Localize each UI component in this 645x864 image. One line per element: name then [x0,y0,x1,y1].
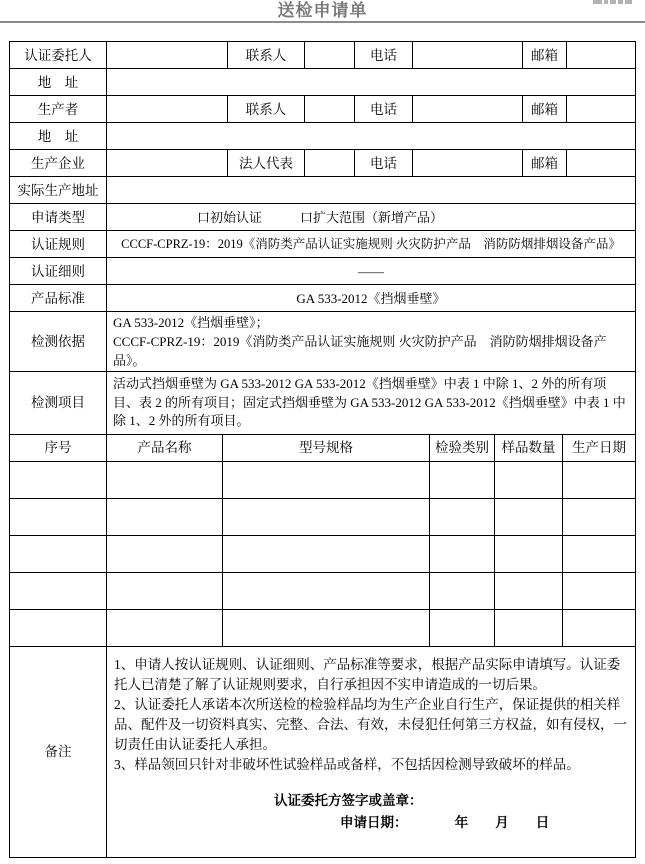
empty-cell[interactable] [430,461,495,498]
test-basis-line1: GA 533-2012《挡烟垂壁》； [113,315,269,330]
empty-cell[interactable] [107,461,223,498]
remark-item-2: 2、认证委托人承诺本次所送检的检验样品均为生产企业自行生产，保证提供的相关样品、配件及一切资料真实、完整、合法、有效，未侵犯任何第三方权益，如有侵权，一切责任由认证委托人承担。 [114,696,627,752]
applicant-row [10,42,636,69]
producer-label: 生产者 [10,96,107,123]
applicant-phone-value-cell[interactable] [413,42,523,69]
manufacturer-email-label: 邮箱 [523,150,567,177]
certification-rule-row [10,231,636,258]
empty-cell[interactable] [430,572,495,609]
empty-cell[interactable] [223,498,430,535]
applicant-address-row [10,69,636,96]
info-table [9,41,636,435]
empty-cell[interactable] [10,461,107,498]
empty-cell[interactable] [10,572,107,609]
empty-cell[interactable] [107,609,223,646]
expand-scope-checkbox-option[interactable]: 口扩大范围（新增产品） [300,209,444,225]
page-title: 送检申请单 [277,1,368,20]
certification-rule-value: CCCF-CPRZ-19：2019《消防类产品认证实施规则 火灾防护产品 消防防烟排烟设备产品》 [107,231,636,258]
empty-cell[interactable] [495,535,563,572]
empty-cell[interactable] [10,498,107,535]
actual-address-label: 实际生产地址 [10,177,107,204]
empty-cell[interactable] [563,609,636,646]
producer-contact-label: 联系人 [228,96,305,123]
producer-row [10,96,636,123]
empty-cell[interactable] [495,498,563,535]
title-underline [0,0,645,23]
empty-cell[interactable] [223,461,430,498]
empty-cell[interactable] [107,572,223,609]
test-basis-value [107,312,636,372]
col-header-inspection-type: 检验类别 [430,434,495,461]
remarks-table [9,646,636,858]
empty-cell[interactable] [430,535,495,572]
certification-detail-row [10,258,636,285]
producer-email-value-cell[interactable] [567,96,636,123]
manufacturer-value-cell[interactable] [107,150,228,177]
product-standard-row [10,285,636,312]
applicant-value-cell[interactable] [107,42,228,69]
test-basis-label: 检测依据 [10,312,107,372]
col-header-product-name: 产品名称 [107,434,223,461]
applicant-contact-value-cell[interactable] [305,42,355,69]
producer-address-value-cell[interactable] [107,123,636,150]
producer-address-row [10,123,636,150]
application-type-options-cell [107,204,636,231]
product-standard-value: GA 533-2012《挡烟垂壁》 [107,285,636,312]
empty-cell[interactable] [107,498,223,535]
product-row-1 [10,461,636,498]
manufacturer-label: 生产企业 [10,150,107,177]
remark-item-3: 3、样品领回只针对非破坏性试验样品或备样，不包括因检测导致破坏的样品。 [114,756,580,772]
application-date-line[interactable]: 申请日期： 年 月 日 [340,814,550,830]
producer-phone-value-cell[interactable] [413,96,523,123]
test-items-value: 活动式挡烟垂壁为 GA 533-2012 GA 533-2012《挡烟垂壁》中表 1 中除 1、2 外的所有项目、表 2 的所有项目；固定式挡烟垂壁为 GA 533-2012 GA 533-2012《挡烟垂壁》中表 1 中除 1、2 外的所有项目。 [107,372,636,435]
applicant-email-value-cell[interactable] [567,42,636,69]
remarks-label: 备注 [10,646,107,857]
empty-cell[interactable] [107,535,223,572]
certification-detail-value: —— [107,258,636,285]
test-items-label: 检测项目 [10,372,107,435]
empty-cell[interactable] [10,609,107,646]
applicant-email-label: 邮箱 [523,42,567,69]
manufacturer-phone-value-cell[interactable] [413,150,523,177]
empty-cell[interactable] [430,609,495,646]
producer-email-label: 邮箱 [523,96,567,123]
product-table-header-row [10,434,636,461]
product-row-4 [10,572,636,609]
manufacturer-row [10,150,636,177]
cropped-corner-text-fragment [593,0,639,4]
test-basis-line2: CCCF-CPRZ-19：2019《消防类产品认证实施规则 火灾防护产品 消防防烟排烟设备产品》。 [113,334,607,368]
signature-or-seal-line[interactable]: 认证委托方签字或盖章： [274,792,423,808]
empty-cell[interactable] [10,535,107,572]
producer-value-cell[interactable] [107,96,228,123]
remarks-row [10,646,636,857]
manufacturer-email-value-cell[interactable] [567,150,636,177]
applicant-phone-label: 电话 [355,42,413,69]
legal-rep-value-cell[interactable] [305,150,355,177]
product-table [9,434,636,647]
applicant-address-value-cell[interactable] [107,69,636,96]
application-form [9,41,645,858]
actual-address-row [10,177,636,204]
remark-item-1: 1、申请人按认证规则、认证细则、产品标准等要求，根据产品实际申请填写。认证委托人已清楚了解了认证规则要求，自行承担因不实申请造成的一切后果。 [114,656,621,692]
empty-cell[interactable] [563,498,636,535]
col-header-production-date: 生产日期 [563,434,636,461]
product-row-3 [10,535,636,572]
test-basis-row [10,312,636,372]
product-row-2 [10,498,636,535]
legal-rep-label: 法人代表 [228,150,305,177]
col-header-serial: 序号 [10,434,107,461]
empty-cell[interactable] [430,498,495,535]
empty-cell[interactable] [223,609,430,646]
actual-address-value-cell[interactable] [107,177,636,204]
empty-cell[interactable] [563,461,636,498]
producer-contact-value-cell[interactable] [305,96,355,123]
certification-rule-label: 认证规则 [10,231,107,258]
manufacturer-phone-label: 电话 [355,150,413,177]
empty-cell[interactable] [223,535,430,572]
applicant-address-label: 地 址 [10,69,107,96]
empty-cell[interactable] [223,572,430,609]
application-type-row [10,204,636,231]
producer-address-label: 地 址 [10,123,107,150]
col-header-model-spec: 型号规格 [223,434,430,461]
empty-cell[interactable] [563,572,636,609]
producer-phone-label: 电话 [355,96,413,123]
product-row-5 [10,609,636,646]
product-standard-label: 产品标准 [10,285,107,312]
empty-cell[interactable] [563,535,636,572]
initial-certification-checkbox-option[interactable]: 口初始认证 [197,209,263,225]
application-type-label: 申请类型 [10,204,107,231]
empty-cell[interactable] [495,572,563,609]
applicant-label: 认证委托人 [10,42,107,69]
empty-cell[interactable] [495,461,563,498]
test-items-row [10,372,636,435]
applicant-contact-label: 联系人 [228,42,305,69]
col-header-sample-qty: 样品数量 [495,434,563,461]
empty-cell[interactable] [495,609,563,646]
remarks-content [107,646,636,857]
certification-detail-label: 认证细则 [10,258,107,285]
